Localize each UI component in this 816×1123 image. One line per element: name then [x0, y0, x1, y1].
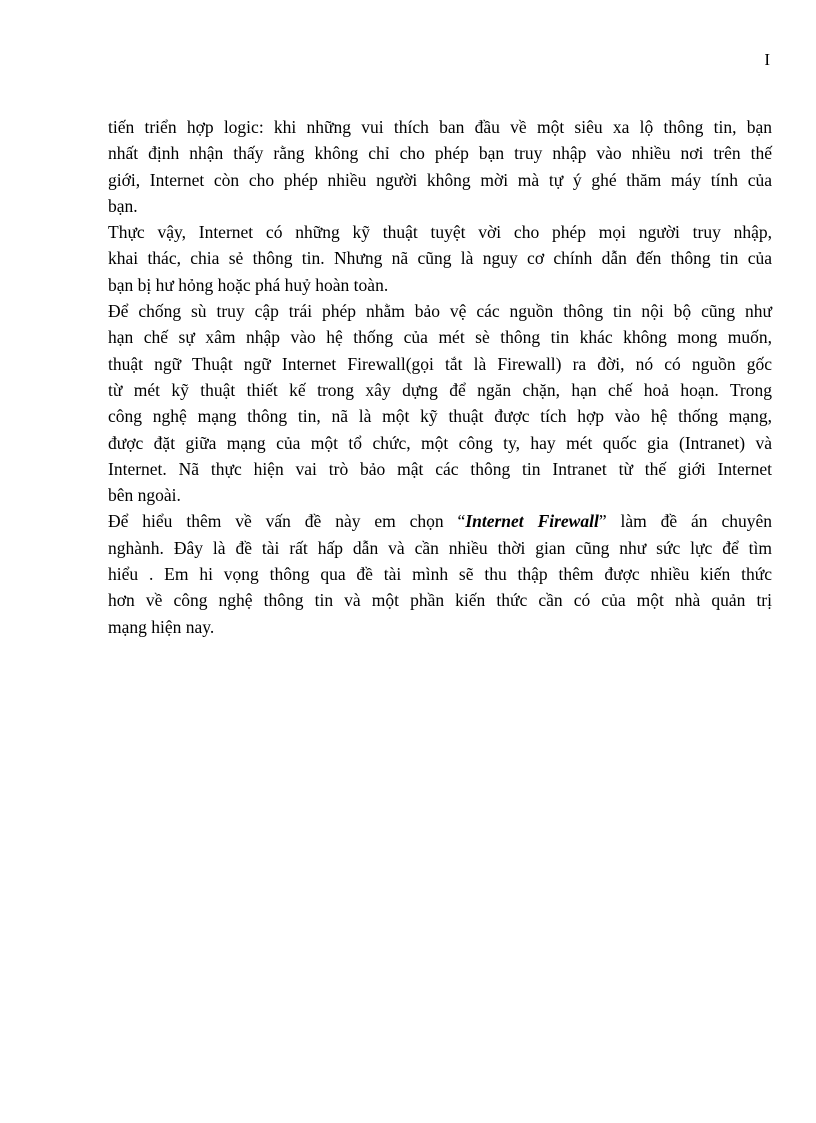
- text-line: Thực vậy, Internet có những kỹ thuật tuyệt vời cho phép mọi người truy nhập,: [108, 222, 772, 243]
- text-line: thuật ngữ Thuật ngữ Internet Firewall(gọi tắt là Firewall) ra đời, nó có nguồn gốc: [108, 353, 772, 374]
- emphasized-term: Internet Firewall: [465, 511, 599, 532]
- text-line: bên ngoài.: [108, 485, 181, 506]
- text-line: công nghệ mạng thông tin, nã là một kỹ thuật được tích hợp vào hệ thống mạng,: [108, 406, 772, 427]
- text-line: bạn.: [108, 195, 138, 216]
- text-line: nhất định nhận thấy rằng không chỉ cho phép bạn truy nhập vào nhiều nơi trên thế: [108, 143, 772, 164]
- text-line: được đặt giữa mạng của một tổ chức, một công ty, hay mét quốc gia (Intranet) và: [108, 432, 772, 453]
- text-fragment: ” làm đề án chuyên: [598, 511, 772, 532]
- text-line: mạng hiện nay.: [108, 616, 215, 637]
- text-line: bạn bị hư hỏng hoặc phá huỷ hoàn toàn.: [108, 274, 389, 295]
- text-line: hạn chế sự xâm nhập vào hệ thống của mét sè thông tin khác không mong muốn,: [108, 327, 772, 348]
- body-text: [108, 114, 772, 640]
- text-line: Internet. Nã thực hiện vai trò bảo mật các thông tin Intranet từ thế giới Internet: [108, 458, 772, 479]
- text-line: nghành. Đây là đề tài rất hấp dẫn và cần nhiều thời gian cũng như sức lực để tìm: [108, 537, 772, 558]
- text-fragment: Để hiểu thêm về vấn đề này em chọn “: [108, 511, 466, 532]
- text-line: từ mét kỹ thuật thiết kế trong xây dựng để ngăn chặn, hạn chế hoả hoạn. Trong: [108, 379, 772, 400]
- text-line: tiến triển hợp logic: khi những vui thích ban đầu về một siêu xa lộ thông tin, bạn: [108, 117, 772, 137]
- text-line: giới, Internet còn cho phép nhiều người không mời mà tự ý ghé thăm máy tính của: [108, 169, 772, 190]
- text-line: Để chống sù truy cập trái phép nhằm bảo vệ các nguồn thông tin nội bộ cũng như: [108, 301, 772, 322]
- text-line: hơn về công nghệ thông tin và một phần kiến thức cần có của một nhà quản trị: [108, 590, 772, 611]
- text-line: hiểu . Em hi vọng thông qua đề tài mình sẽ thu thập thêm được nhiều kiến thức: [108, 564, 772, 585]
- text-line: khai thác, chia sẻ thông tin. Nhưng nã cũng là nguy cơ chính dẫn đến thông tin của: [108, 248, 772, 269]
- text-line: [108, 508, 772, 534]
- page-number: I: [764, 50, 770, 69]
